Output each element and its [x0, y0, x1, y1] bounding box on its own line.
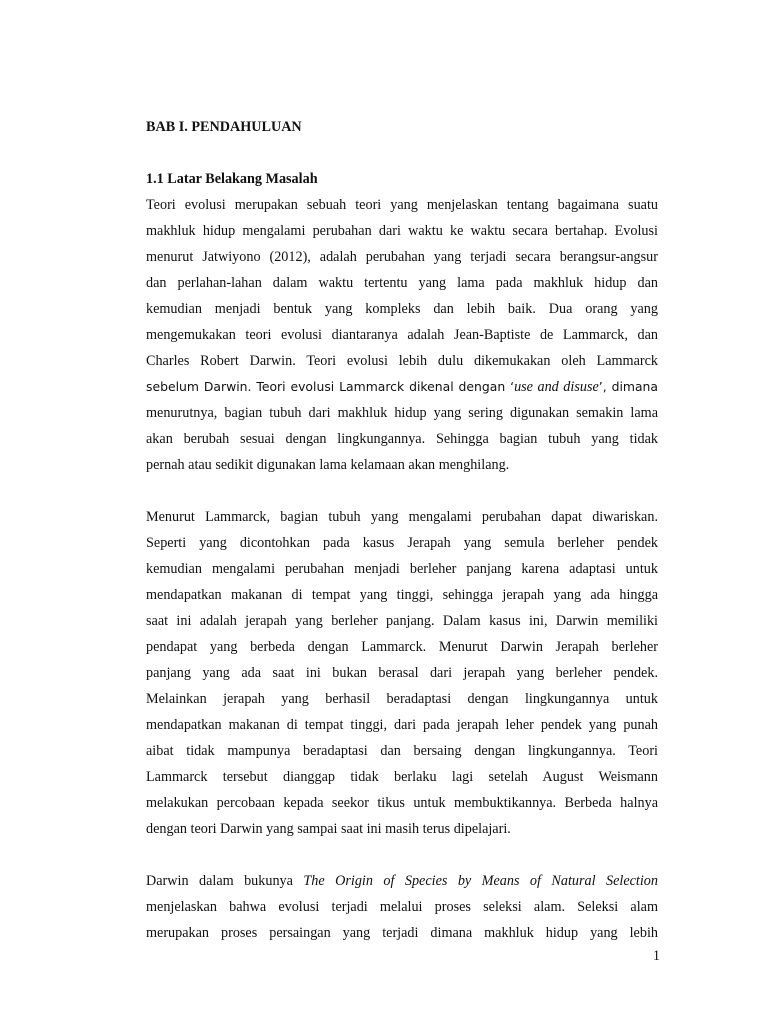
paragraph-line: menjelaskan bahwa evolusi terjadi melalui proses seleksi alam. Seleksi alam [146, 899, 658, 915]
paragraph-line: mendapatkan makanan di tempat tinggi, dari pada jerapah leher pendek yang punah [146, 717, 658, 733]
paragraph-line: Menurut Lammarck, bagian tubuh yang mengalami perubahan dapat diwariskan. [146, 509, 658, 525]
paragraph-line: menurut Jatwiyono (2012), adalah perubahan yang terjadi secara berangsur-angsur [146, 249, 658, 265]
paragraph-line: dan perlahan-lahan dalam waktu tertentu yang lama pada makhluk hidup dan [146, 275, 658, 291]
line-text-before: Darwin dalam bukunya [146, 873, 304, 889]
page-number: 1 [652, 948, 660, 964]
emphasis-term: use and disuse [514, 379, 599, 395]
paragraph-line: Seperti yang dicontohkan pada kasus Jerapah yang semula berleher pendek [146, 535, 658, 551]
line-text-after: ’, dimana [598, 379, 658, 394]
page-body [146, 114, 658, 946]
paragraph-2 [146, 504, 658, 842]
paragraph-line: makhluk hidup mengalami perubahan dari waktu ke waktu secara bertahap. Evolusi [146, 223, 658, 239]
paragraph-line: kemudian menjadi bentuk yang kompleks dan lebih baik. Dua orang yang [146, 301, 658, 317]
paragraph-line: menurutnya, bagian tubuh dari makhluk hidup yang sering digunakan semakin lama [146, 405, 658, 421]
paragraph-line: mengemukakan teori evolusi diantaranya adalah Jean-Baptiste de Lammarck, dan [146, 327, 658, 343]
line-text-before: sebelum Darwin. Teori evolusi Lammarck dikenal dengan ‘ [146, 379, 515, 394]
paragraph-line: Charles Robert Darwin. Teori evolusi lebih dulu dikemukakan oleh Lammarck [146, 353, 658, 369]
paragraph-line: dengan teori Darwin yang sampai saat ini masih terus dipelajari. [146, 821, 511, 837]
paragraph-line: pendapat yang berbeda dengan Lammarck. Menurut Darwin Jerapah berleher [146, 639, 658, 655]
paragraph-1 [146, 192, 658, 478]
paragraph-line-with-emphasis [146, 374, 658, 400]
paragraph-line: kemudian mengalami perubahan menjadi berleher panjang karena adaptasi untuk [146, 561, 658, 577]
paragraph-line: melakukan percobaan kepada seekor tikus untuk membuktikannya. Berbeda halnya [146, 795, 658, 811]
chapter-title: BAB I. PENDAHULUAN [146, 119, 302, 135]
paragraph-line: Lammarck tersebut dianggap tidak berlaku lagi setelah August Weismann [146, 769, 658, 785]
paragraph-line: saat ini adalah jerapah yang berleher panjang. Dalam kasus ini, Darwin memiliki [146, 613, 658, 629]
paragraph-line-with-title [146, 868, 658, 894]
paragraph-line: pernah atau sedikit digunakan lama kelamaan akan menghilang. [146, 457, 510, 473]
paragraph-line: aibat tidak mampunya beradaptasi dan bersaing dengan lingkungannya. Teori [146, 743, 658, 759]
book-title: The Origin of Species by Means of Natural Selection [303, 873, 658, 889]
paragraph-line: panjang yang ada saat ini bukan berasal dari jerapah yang berleher pendek. [146, 665, 658, 681]
paragraph-3 [146, 868, 658, 946]
paragraph-line: Teori evolusi merupakan sebuah teori yang menjelaskan tentang bagaimana suatu [146, 197, 658, 213]
paragraph-line: merupakan proses persaingan yang terjadi dimana makhluk hidup yang lebih [146, 925, 658, 941]
paragraph-line: Melainkan jerapah yang berhasil beradaptasi dengan lingkungannya untuk [146, 691, 658, 707]
section-title: 1.1 Latar Belakang Masalah [146, 171, 318, 187]
paragraph-line: akan berubah sesuai dengan lingkungannya. Sehingga bagian tubuh yang tidak [146, 431, 658, 447]
paragraph-line: mendapatkan makanan di tempat yang tinggi, sehingga jerapah yang ada hingga [146, 587, 658, 603]
